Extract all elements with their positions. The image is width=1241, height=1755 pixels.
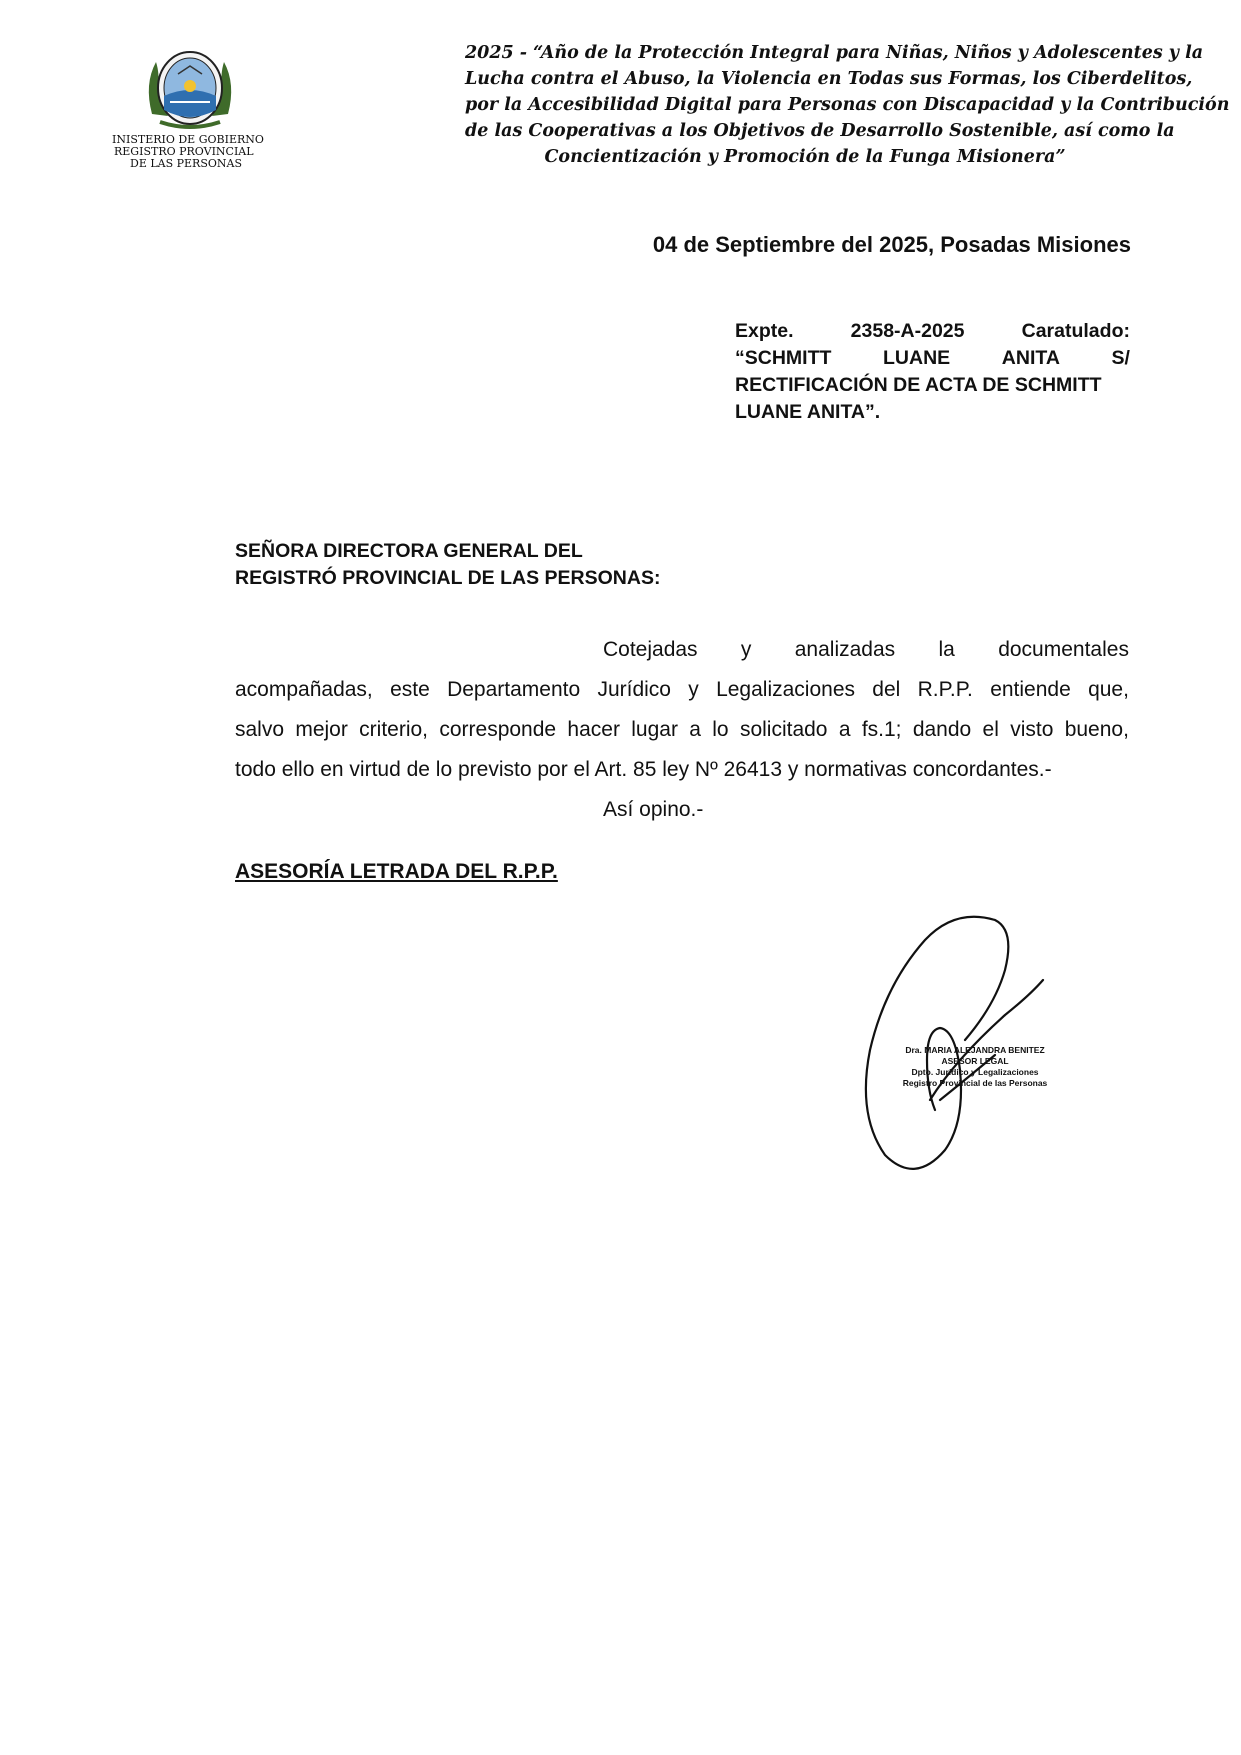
expediente-word: LUANE [883, 347, 951, 369]
body-word: Jurídico [597, 678, 671, 701]
expediente-reference [735, 318, 1130, 426]
body-word: corresponde [439, 718, 557, 741]
expediente-word: “SCHMITT [735, 347, 832, 369]
body-word: analizadas [794, 638, 896, 661]
signoff-heading: ASESORÍA LETRADA DEL R.P.P. [235, 860, 558, 883]
addressee-line: REGISTRÓ PROVINCIAL DE LAS PERSONAS: [235, 567, 661, 589]
motto-line: por la Accesibilidad Digital para Personas con Discapacidad y la Contribución [465, 95, 1230, 115]
body-word: visto [1010, 718, 1054, 741]
signature-stamp [900, 1045, 1050, 1089]
date-line: 04 de Septiembre del 2025, Posadas Misiones [652, 232, 1131, 257]
body-word: a [838, 718, 851, 741]
motto-line: 2025 - “Año de la Protección Integral para Niñas, Niños y Adolescentes y la [465, 43, 1204, 63]
body-word: que, [1088, 678, 1129, 701]
year-motto [465, 40, 1230, 170]
expediente-line: RECTIFICACIÓN DE ACTA DE SCHMITT [735, 374, 1102, 396]
body-word: este [390, 678, 430, 701]
motto-line: Lucha contra el Abuso, la Violencia en Todas sus Formas, los Ciberdelitos, [465, 69, 1193, 89]
body-word: y [688, 678, 699, 701]
stamp-line: ASESOR LEGAL [941, 1056, 1009, 1066]
body-word: lo [712, 718, 729, 741]
body-word: criterio, [359, 718, 429, 741]
expediente-word: 2358-A-2025 [850, 320, 965, 342]
motto-line: de las Cooperativas a los Objetivos de Desarrollo Sostenible, así como la [465, 121, 1175, 141]
expediente-line: LUANE ANITA”. [735, 401, 881, 423]
body-line [235, 670, 1129, 710]
body-word: a [689, 718, 701, 741]
body-word: hacer [567, 718, 620, 741]
body-word: Legalizaciones [716, 678, 855, 701]
body-word: bueno, [1064, 718, 1129, 741]
body-word: salvo [235, 718, 285, 741]
body-word: documentales [998, 638, 1129, 661]
expediente-word: S/ [1111, 347, 1130, 369]
body-word: Cotejadas [603, 638, 698, 661]
expediente-word: Expte. [735, 320, 794, 342]
body-word: R.P.P. [917, 678, 973, 701]
stamp-line: Dra. MARIA ALEJANDRA BENITEZ [905, 1045, 1045, 1055]
motto-line: Concientización y Promoción de la Funga Misionera” [544, 147, 1066, 167]
body-word: Departamento [447, 678, 581, 701]
body-word: la [938, 638, 955, 661]
body-word: el [982, 718, 999, 741]
ministry-line: DE LAS PERSONAS [130, 157, 242, 170]
body-line [235, 710, 1129, 750]
body-word: lugar [631, 718, 678, 741]
body-word: solicitado [739, 718, 828, 741]
expediente-word: ANITA [1001, 347, 1060, 369]
addressee [235, 538, 660, 592]
body-word: fs.1; [861, 718, 902, 741]
body-word: dando [912, 718, 972, 741]
body-word: del [872, 678, 901, 701]
closing-phrase: Así opino.- [603, 798, 704, 821]
expediente-word: Caratulado: [1021, 320, 1130, 342]
body-line: todo ello en virtud de lo previsto por el Art. 85 ley Nº 26413 y normativas concordantes.- [235, 758, 1052, 781]
body-word: entiende [990, 678, 1071, 701]
provincial-seal-icon [140, 44, 240, 134]
letter-body [235, 630, 1129, 830]
ministry-line: REGISTRO PROVINCIAL [114, 145, 254, 158]
stamp-line: Registro Provincial de las Personas [902, 1078, 1048, 1088]
body-word: acompañadas, [235, 678, 373, 701]
ministry-name [108, 134, 278, 170]
body-word: mejor [295, 718, 348, 741]
addressee-line: SEÑORA DIRECTORA GENERAL DEL [235, 540, 583, 562]
stamp-line: Dpto. Jurídico y Legalizaciones [911, 1067, 1039, 1077]
body-word: y [740, 638, 752, 661]
ministry-line: INISTERIO DE GOBIERNO [112, 133, 264, 146]
